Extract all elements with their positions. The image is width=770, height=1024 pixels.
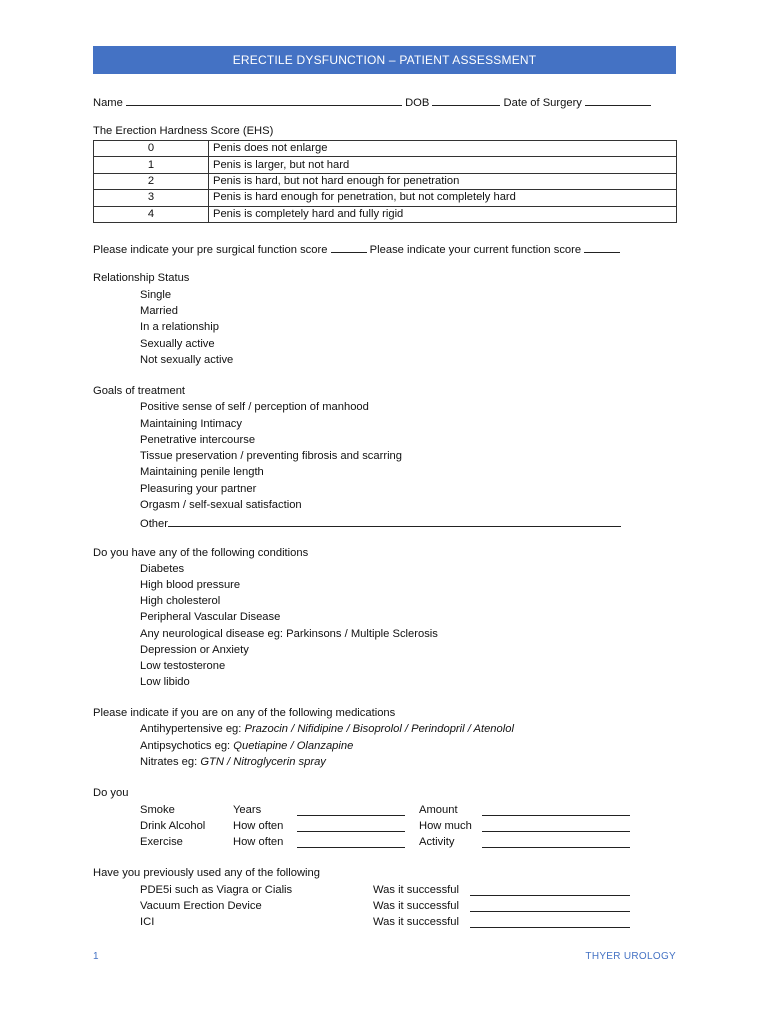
lifestyle-q1-label: How often <box>233 836 284 848</box>
lifestyle-q1-field[interactable] <box>297 804 405 816</box>
relationship-option[interactable]: Single <box>140 289 172 301</box>
medication-option[interactable] <box>140 723 514 735</box>
lifestyle-item: Smoke <box>140 804 175 816</box>
goal-other-row <box>140 515 621 530</box>
footer-organization: THYER UROLOGY <box>585 951 676 962</box>
relationship-option[interactable]: Sexually active <box>140 338 215 350</box>
condition-option[interactable]: Any neurological disease eg: Parkinsons / Multiple Sclerosis <box>140 628 438 640</box>
dob-label: DOB <box>405 97 430 109</box>
lifestyle-q1-label: Years <box>233 804 262 816</box>
lifestyle-q2-label: How much <box>419 820 472 832</box>
lifestyle-q1-field[interactable] <box>297 836 405 848</box>
lifestyle-q2-field[interactable] <box>482 820 630 832</box>
surgery-date-label: Date of Surgery <box>503 97 582 109</box>
ehs-score: 4 <box>94 206 209 222</box>
conditions-title: Do you have any of the following conditions <box>93 547 309 559</box>
goal-option[interactable]: Tissue preservation / preventing fibrosis and scarring <box>140 450 402 462</box>
current-score-label: Please indicate your current function score <box>369 244 582 256</box>
dob-field[interactable] <box>432 94 500 106</box>
ehs-description: Penis is hard enough for penetration, but not completely hard <box>209 190 677 206</box>
condition-option[interactable]: Low testosterone <box>140 660 226 672</box>
lifestyle-title: Do you <box>93 787 129 799</box>
pre-score-field[interactable] <box>331 241 367 253</box>
ehs-table <box>93 140 677 223</box>
goal-option[interactable]: Maintaining Intimacy <box>140 418 242 430</box>
ehs-description: Penis does not enlarge <box>209 141 677 157</box>
name-field[interactable] <box>126 94 402 106</box>
surgery-date-field[interactable] <box>585 94 651 106</box>
goal-other-field[interactable] <box>168 515 621 527</box>
medications-title: Please indicate if you are on any of the following medications <box>93 707 396 719</box>
ehs-description: Penis is completely hard and fully rigid <box>209 206 677 222</box>
medication-label: Nitrates eg: <box>140 756 198 768</box>
lifestyle-q2-label: Activity <box>419 836 455 848</box>
table-row <box>94 190 677 206</box>
relationship-option[interactable]: In a relationship <box>140 321 219 333</box>
name-label: Name <box>93 97 123 109</box>
condition-option[interactable]: High blood pressure <box>140 579 241 591</box>
goal-option[interactable]: Maintaining penile length <box>140 466 264 478</box>
condition-option[interactable]: Peripheral Vascular Disease <box>140 611 281 623</box>
page-number: 1 <box>93 951 99 962</box>
ehs-title: The Erection Hardness Score (EHS) <box>93 125 274 137</box>
goal-option[interactable]: Positive sense of self / perception of manhood <box>140 401 369 413</box>
previous-item: PDE5i such as Viagra or Cialis <box>140 884 293 896</box>
previous-title: Have you previously used any of the following <box>93 867 320 879</box>
lifestyle-q2-field[interactable] <box>482 804 630 816</box>
lifestyle-q1-field[interactable] <box>297 820 405 832</box>
ehs-score: 2 <box>94 173 209 189</box>
ehs-description: Penis is larger, but not hard <box>209 157 677 173</box>
current-score-field[interactable] <box>584 241 620 253</box>
medication-examples: Quetiapine / Olanzapine <box>233 740 354 752</box>
goal-option[interactable]: Orgasm / self-sexual satisfaction <box>140 499 302 511</box>
ehs-description: Penis is hard, but not hard enough for penetration <box>209 173 677 189</box>
pre-score-label: Please indicate your pre surgical function score <box>93 244 328 256</box>
goals-title: Goals of treatment <box>93 385 186 397</box>
table-row <box>94 173 677 189</box>
relationship-option[interactable]: Not sexually active <box>140 354 234 366</box>
lifestyle-q2-field[interactable] <box>482 836 630 848</box>
patient-details-row <box>93 94 651 109</box>
goal-option[interactable]: Penetrative intercourse <box>140 434 256 446</box>
previous-success-field[interactable] <box>470 900 630 912</box>
condition-option[interactable]: High cholesterol <box>140 595 221 607</box>
function-score-row <box>93 241 620 256</box>
previous-item: Vacuum Erection Device <box>140 900 262 912</box>
goal-option[interactable]: Pleasuring your partner <box>140 483 257 495</box>
previous-item: ICI <box>140 916 155 928</box>
condition-option[interactable]: Diabetes <box>140 563 185 575</box>
ehs-score: 0 <box>94 141 209 157</box>
medication-option[interactable] <box>140 740 353 752</box>
relationship-option[interactable]: Married <box>140 305 178 317</box>
lifestyle-q2-label: Amount <box>419 804 458 816</box>
table-row <box>94 141 677 157</box>
page-title: ERECTILE DYSFUNCTION – PATIENT ASSESSMENT <box>93 46 676 74</box>
table-row <box>94 157 677 173</box>
lifestyle-item: Drink Alcohol <box>140 820 206 832</box>
table-row <box>94 206 677 222</box>
relationship-title: Relationship Status <box>93 272 190 284</box>
lifestyle-item: Exercise <box>140 836 183 848</box>
lifestyle-q1-label: How often <box>233 820 284 832</box>
ehs-score: 1 <box>94 157 209 173</box>
medication-label: Antipsychotics eg: <box>140 740 231 752</box>
medication-examples: GTN / Nitroglycerin spray <box>200 756 326 768</box>
previous-success-field[interactable] <box>470 916 630 928</box>
medication-option[interactable] <box>140 756 326 768</box>
goal-other-label: Other <box>140 518 168 530</box>
condition-option[interactable]: Depression or Anxiety <box>140 644 249 656</box>
condition-option[interactable]: Low libido <box>140 676 190 688</box>
previous-success-field[interactable] <box>470 884 630 896</box>
previous-q-label: Was it successful <box>373 884 459 896</box>
medication-label: Antihypertensive eg: <box>140 723 242 735</box>
previous-q-label: Was it successful <box>373 916 459 928</box>
ehs-score: 3 <box>94 190 209 206</box>
previous-q-label: Was it successful <box>373 900 459 912</box>
medication-examples: Prazocin / Nifidipine / Bisoprolol / Perindopril / Atenolol <box>244 723 514 735</box>
